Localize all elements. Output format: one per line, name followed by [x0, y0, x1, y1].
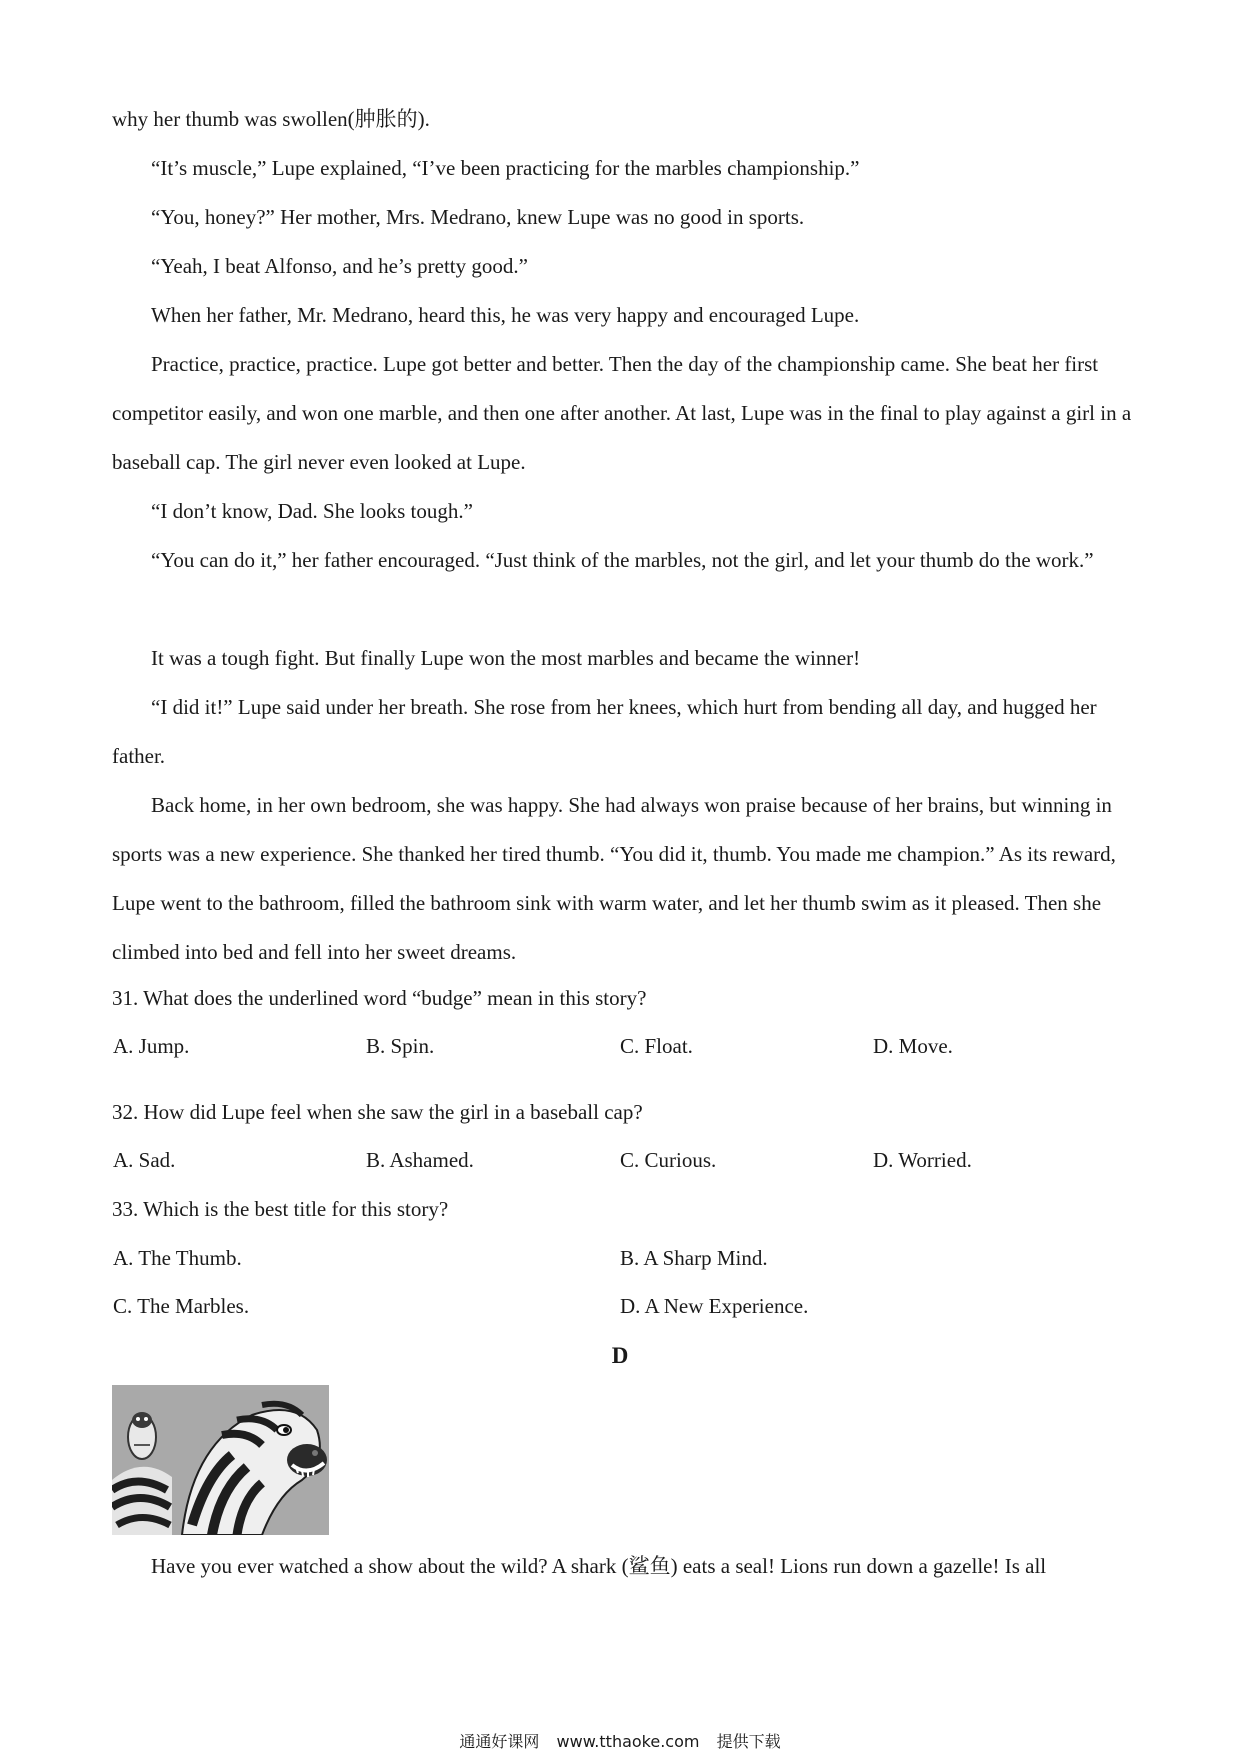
page-footer — [0, 1732, 1240, 1752]
paragraph-muscle: “It’s muscle,” Lupe explained, “I’ve been practicing for the marbles championship.” — [151, 156, 860, 180]
question-31-stem: 31. What does the underlined word “budge” mean in this story? — [112, 986, 647, 1010]
section-d-intro: Have you ever watched a show about the wild? A shark (鲨鱼) eats a seal! Lions run down a gazelle! Is all — [151, 1554, 1047, 1578]
question-31-option-c: C. Float. — [620, 1034, 693, 1058]
question-31-option-b: B. Spin. — [366, 1034, 435, 1058]
question-32-option-a: A. Sad. — [113, 1148, 176, 1172]
paragraph-practice: Practice, practice, practice. Lupe got better and better. Then the day of the championship came. She beat her first competitor easily, and won one marble, and then one after another. At last, Lupe was in the final to play against a girl in a baseball cap. The girl never even looked at Lupe. — [112, 352, 1132, 474]
paragraph-did-it: “I did it!” Lupe said under her breath. She rose from her knees, which hurt from bending all day, and hugged her father. — [112, 695, 1097, 768]
question-33-option-d: D. A New Experience. — [620, 1294, 809, 1318]
question-33-option-b: B. A Sharp Mind. — [620, 1246, 768, 1270]
question-31-option-d: D. Move. — [873, 1034, 953, 1058]
question-32-stem: 32. How did Lupe feel when she saw the girl in a baseball cap? — [112, 1100, 643, 1124]
paragraph-continuation: why her thumb was swollen(肿胀的). — [112, 107, 430, 131]
paragraph-mother: “You, honey?” Her mother, Mrs. Medrano, knew Lupe was no good in sports. — [151, 205, 805, 229]
paragraph-home: Back home, in her own bedroom, she was happy. She had always won praise because of her brains, but winning in sports was a new experience. She thanked her tired thumb. “You did it, thumb. You made me champion.” As its reward, Lupe went to the bathroom, filled the bathroom sink with warm water, and let her thumb swim as it pleased. Then she climbed into bed and fell into her sweet dreams. — [112, 793, 1116, 964]
question-32-option-b: B. Ashamed. — [366, 1148, 474, 1172]
footer-tagline: 提供下载 — [716, 1732, 781, 1751]
zebra-illustration — [112, 1385, 329, 1535]
question-33-option-a: A. The Thumb. — [113, 1246, 242, 1270]
section-heading-d: D — [611, 1343, 629, 1368]
question-32-option-c: C. Curious. — [620, 1148, 717, 1172]
zebra-drawing — [112, 1385, 329, 1535]
question-33-option-c: C. The Marbles. — [113, 1294, 250, 1318]
paragraph-fight: It was a tough fight. But finally Lupe won the most marbles and became the winner! — [151, 646, 861, 670]
paragraph-tough: “I don’t know, Dad. She looks tough.” — [151, 499, 473, 523]
question-33-stem: 33. Which is the best title for this story? — [112, 1197, 449, 1221]
footer-url[interactable]: www.tthaoke.com — [556, 1732, 700, 1751]
paragraph-alfonso: “Yeah, I beat Alfonso, and he’s pretty good.” — [151, 254, 528, 278]
paragraph-encourage: “You can do it,” her father encouraged. “Just think of the marbles, not the girl, and let your thumb do the work.” — [151, 548, 1094, 572]
footer-site-name: 通通好课网 — [459, 1732, 540, 1751]
paragraph-father: When her father, Mr. Medrano, heard this, he was very happy and encouraged Lupe. — [151, 303, 860, 327]
question-32-option-d: D. Worried. — [873, 1148, 972, 1172]
question-31-option-a: A. Jump. — [113, 1034, 190, 1058]
